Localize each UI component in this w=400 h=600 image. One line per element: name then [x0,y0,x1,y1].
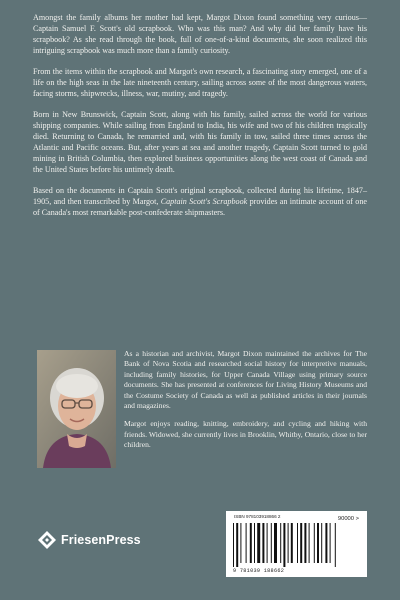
isbn-label: ISBN 978103918866 2 [234,514,281,519]
blurb-paragraph-4 [33,185,367,218]
friesenpress-logo-icon [37,530,57,550]
bio-paragraph-2: Margot enjoys reading, knitting, embroidery, and cycling and hiking with friends. Widowed, she currently lives in Brooklin, Whitby, Ontario, close to her children. [124,419,367,450]
blurb-text: provides an intimate account of one of Canada's most remarkable post-confederate shipmasters. [33,197,367,217]
blurb-paragraph-2: From the items within the scrapbook and Margot's own research, a fascinating story emerged, one of a life on the high seas in the late nineteenth century, sailing across some of the most dangerous waters, facing storms, shipwrecks, illness, war, mutiny, and tragedy. [33,67,367,98]
barcode-bars [233,523,360,567]
bio-paragraph-1: As a historian and archivist, Margot Dixon maintained the archives for The Bank of Nova Scotia and researched social history for interpretive manuals, including family histories, for Upper Canada Village using primary source documents. She has presented at conferences for Living History Museums and the Costume Society of Canada as well as published articles in their journals and magazines. [124,349,367,411]
price-code: 90000 > [337,516,359,522]
isbn-barcode [226,511,367,577]
blurb-text: Based on the documents in Captain Scott's original scrapbook, collected during his lifetime, 1847–1905, and then transcribed by Margot, [33,186,367,206]
publisher-name: FriesenPress [61,533,141,547]
blurb-paragraph-1: Amongst the family albums her mother had kept, Margot Dixon found something very curious—Captain Samuel F. Scott's old scrapbook. Who was this man? And why did her family have his scrapbook? As she read through the book, full of one-of-a-kind documents, she soon realized this intriguing scrapbook was much more than a family curiosity. [33,13,367,55]
publisher-logo [37,530,141,550]
blurb-paragraph-3: Born in New Brunswick, Captain Scott, along with his family, sailed across the world for various shipping companies. While sailing from England to India, his wife and two of his children tragically died. Returning to Canada, he remarried and, with his family in tow, sailed three times across the Atlantic and Pacific oceans. But, after years at sea and another tragedy, Captain Scott turned to gold mining in British Columbia, then explored business opportunities along the west coast of Canada and the United States before his untimely death. [33,110,367,174]
author-photo [37,350,116,468]
author-bio [124,349,367,459]
book-title-italic: Captain Scott's Scrapbook [160,197,248,206]
barcode-digits: 9 781039 188662 [233,568,285,574]
book-blurb [33,12,367,228]
